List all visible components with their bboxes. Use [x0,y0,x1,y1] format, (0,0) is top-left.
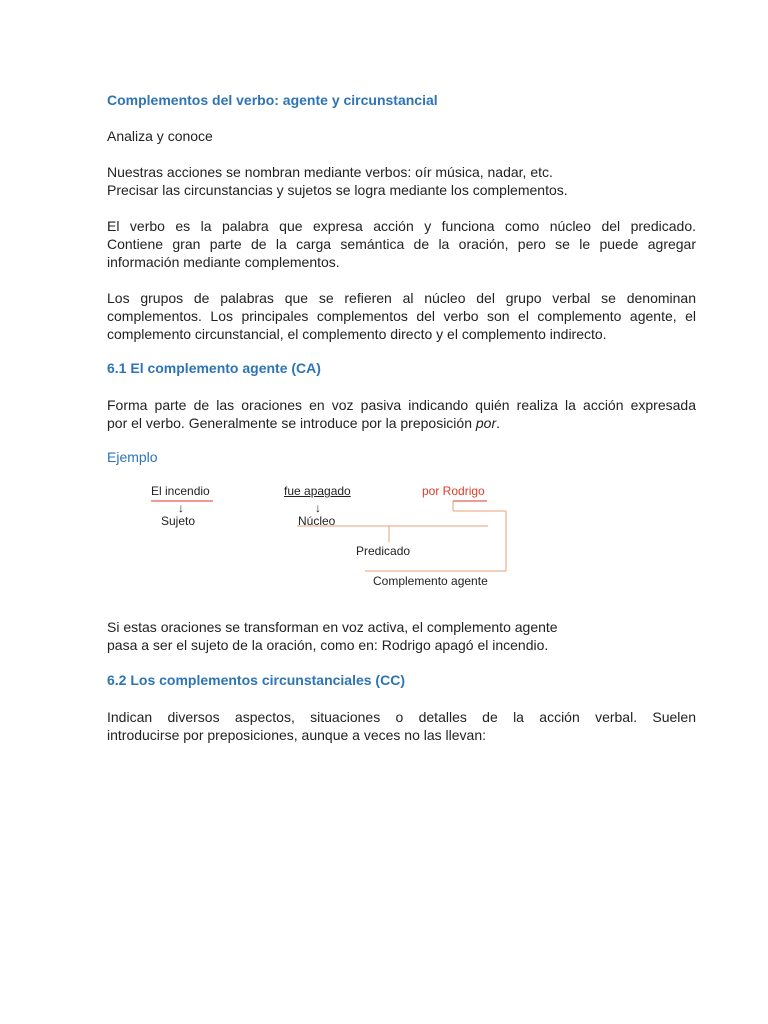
paragraph-3-line: Los grupos de palabras que se refieren al núcleo del grupo verbal se denominan [107,290,696,306]
diagram-verb-word: fue apagado [284,484,351,498]
paragraph-2-line: El verbo es la palabra que expresa acción y funciona como núcleo del predicado. [107,218,696,234]
paragraph-3-line: complemento circunstancial, el complemento directo y el complemento indirecto. [107,326,607,342]
section-2-text [107,708,696,744]
section-1-text-line: por el verbo. Generalmente se introduce por la preposición por. [107,415,500,431]
section-2-text-line: introducirse por preposiciones, aunque a veces no las llevan: [107,727,487,743]
diagram-subject-word: El incendio [151,484,210,498]
section-1-text-line: Forma parte de las oraciones en voz pasiva indicando quién realiza la acción expresada [107,397,696,413]
section-2-text-line: Indican diversos aspectos, situaciones o detalles de la acción verbal. Suelen [107,709,696,725]
section-1-after-line: pasa a ser el sujeto de la oración, como en: Rodrigo apagó el incendio. [107,637,549,653]
section-2-heading: 6.2 Los complementos circunstanciales (CC) [107,672,405,688]
down-arrow-icon: ↓ [315,501,321,515]
intro-text: Analiza y conoce [107,128,213,144]
example-diagram [107,480,696,600]
diagram-agent-label: Complemento agente [373,574,488,588]
example-label: Ejemplo [107,449,158,465]
diagram-agent-word: por Rodrigo [422,484,485,498]
paragraph-2-line: Contiene gran parte de la carga semántica de la oración, pero se le puede agregar [107,236,696,252]
page-title: Complementos del verbo: agente y circunstancial [107,92,438,108]
section-1-text [107,396,696,432]
section-1-after-line: Si estas oraciones se transforman en voz activa, el complemento agente [107,619,558,635]
section-1-heading: 6.1 El complemento agente (CA) [107,360,321,376]
diagram-nucleus-label: Núcleo [298,514,336,528]
section-1-after [107,618,696,654]
paragraph-1 [107,163,696,199]
down-arrow-icon: ↓ [178,501,184,515]
diagram-subject-label: Sujeto [161,514,196,528]
paragraph-2 [107,217,696,271]
paragraph-3 [107,289,696,343]
paragraph-2-line: información mediante complementos. [107,254,340,270]
diagram-predicate-label: Predicado [356,544,411,558]
paragraph-3-line: complementos. Los principales complementos del verbo son el complemento agente, el [107,308,696,324]
paragraph-1-line: Precisar las circunstancias y sujetos se logra mediante los complementos. [107,182,568,198]
paragraph-1-line: Nuestras acciones se nombran mediante verbos: oír música, nadar, etc. [107,164,553,180]
